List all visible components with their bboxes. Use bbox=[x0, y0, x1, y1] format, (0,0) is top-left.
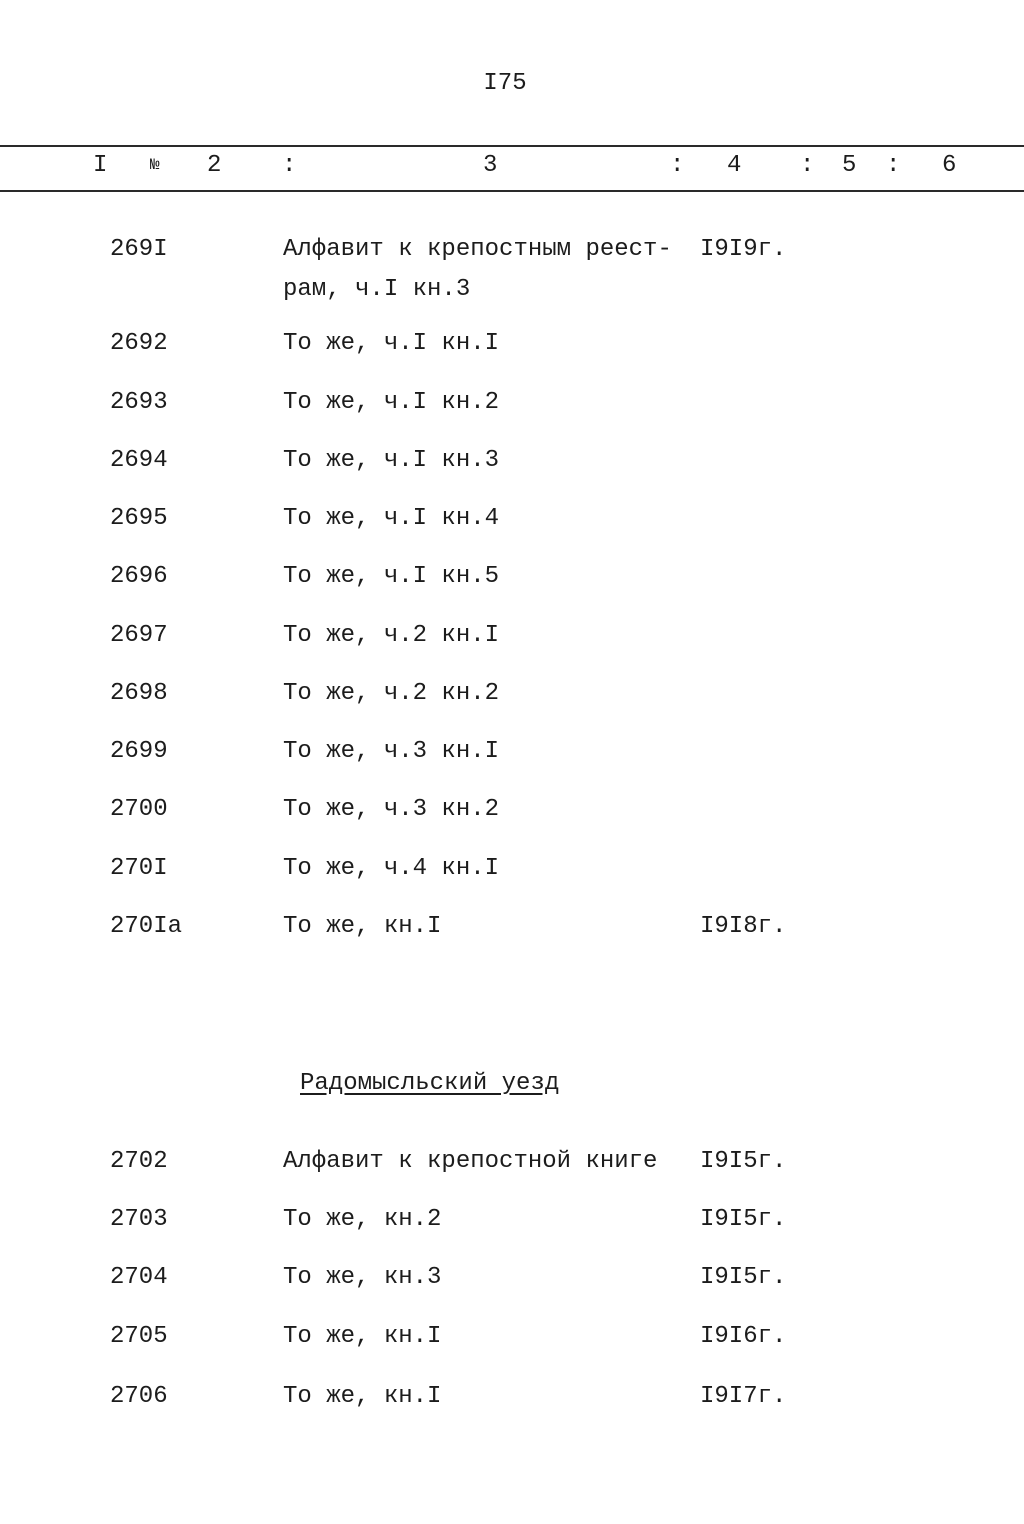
item-number: 269I bbox=[110, 236, 168, 263]
column-header-1: I bbox=[93, 152, 108, 179]
column-header-5: 5 bbox=[842, 152, 857, 179]
column-header-number-sign: № bbox=[150, 156, 160, 174]
item-number: 2696 bbox=[110, 563, 168, 590]
item-title: То же, ч.I кн.2 bbox=[283, 389, 500, 416]
header-bottom-rule bbox=[0, 190, 1024, 192]
item-title: Алфавит к крепостным реест- рам, ч.I кн.3 bbox=[283, 236, 672, 303]
item-title: То же, ч.2 кн.2 bbox=[283, 680, 500, 707]
column-separator: : bbox=[886, 152, 901, 179]
column-separator: : bbox=[670, 152, 685, 179]
item-number: 2697 bbox=[110, 622, 168, 649]
header-top-rule bbox=[0, 145, 1024, 147]
page-number: I75 bbox=[483, 70, 527, 97]
column-separator: : bbox=[282, 152, 297, 179]
column-header-6: 6 bbox=[942, 152, 957, 179]
item-title: То же, кн.I bbox=[283, 913, 442, 940]
item-number: 270I bbox=[110, 855, 168, 882]
item-title: То же, кн.2 bbox=[283, 1206, 442, 1233]
item-number: 2705 bbox=[110, 1323, 168, 1350]
item-number: 2700 bbox=[110, 796, 168, 823]
item-number: 2695 bbox=[110, 505, 168, 532]
section-heading: Радомысльский уезд bbox=[300, 1070, 560, 1097]
item-title: То же, ч.I кн.I bbox=[283, 330, 500, 357]
item-number: 2703 bbox=[110, 1206, 168, 1233]
item-number: 2702 bbox=[110, 1148, 168, 1175]
column-header-3: 3 bbox=[483, 152, 498, 179]
item-title: То же, ч.3 кн.I bbox=[283, 738, 500, 765]
item-date: I9I8г. bbox=[700, 913, 787, 940]
item-number: 2693 bbox=[110, 389, 168, 416]
column-header-4: 4 bbox=[727, 152, 742, 179]
item-title: То же, ч.I кн.3 bbox=[283, 447, 500, 474]
column-separator: : bbox=[800, 152, 815, 179]
item-title: То же, кн.I bbox=[283, 1323, 442, 1350]
item-title: То же, ч.2 кн.I bbox=[283, 622, 500, 649]
item-number: 270Iа bbox=[110, 913, 183, 940]
item-date: I9I6г. bbox=[700, 1323, 787, 1350]
item-number: 2704 bbox=[110, 1264, 168, 1291]
item-date: I9I5г. bbox=[700, 1206, 787, 1233]
item-title: То же, кн.I bbox=[283, 1383, 442, 1410]
item-title: Алфавит к крепостной книге bbox=[283, 1148, 658, 1175]
item-number: 2692 bbox=[110, 330, 168, 357]
item-number: 2699 bbox=[110, 738, 168, 765]
item-date: I9I5г. bbox=[700, 1148, 787, 1175]
item-title: То же, ч.3 кн.2 bbox=[283, 796, 500, 823]
column-header-2: 2 bbox=[207, 152, 222, 179]
item-number: 2706 bbox=[110, 1383, 168, 1410]
item-number: 2694 bbox=[110, 447, 168, 474]
item-title: То же, кн.3 bbox=[283, 1264, 442, 1291]
item-number: 2698 bbox=[110, 680, 168, 707]
item-date: I9I9г. bbox=[700, 236, 787, 263]
item-title: То же, ч.I кн.4 bbox=[283, 505, 500, 532]
item-title: То же, ч.I кн.5 bbox=[283, 563, 500, 590]
item-date: I9I5г. bbox=[700, 1264, 787, 1291]
item-date: I9I7г. bbox=[700, 1383, 787, 1410]
item-title: То же, ч.4 кн.I bbox=[283, 855, 500, 882]
